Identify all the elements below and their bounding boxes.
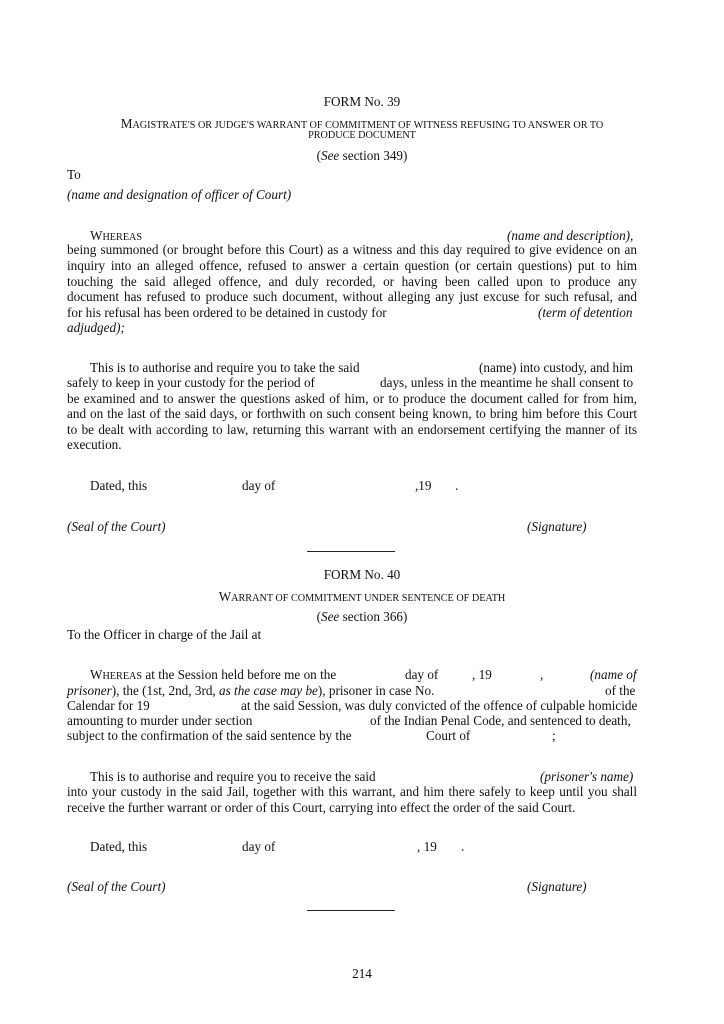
- case-no-text: ), prisoner in case No.: [317, 683, 435, 698]
- form39-seal: (Seal of the Court): [67, 519, 166, 534]
- form39-heading-initial: M: [120, 116, 133, 131]
- form40-p2-line1b: (prisoner's name): [540, 769, 634, 784]
- form40-to: To the Officer in charge of the Jail at: [67, 627, 262, 642]
- see-word: See: [320, 609, 340, 624]
- form39-name-desc: (name and description),: [507, 228, 634, 243]
- session-text: at the Session held before me on the: [142, 667, 337, 682]
- prisoner-rest: ), the (1st, 2nd, 3rd,: [111, 683, 220, 698]
- whereas-initial: W: [90, 228, 103, 243]
- form40-p2-line2: into your custody in the said Jail, together with this warrant, and him there safely to keep until you shall: [67, 784, 637, 799]
- as-case-text: as the case may be: [219, 683, 318, 698]
- section-text: section 366): [339, 609, 408, 624]
- paren: (: [316, 148, 321, 163]
- form39-p2-line4: and on the last of the said days, or forthwith on such consent being known, to bring him before this Court: [67, 406, 637, 421]
- form40-p1-line1b: day of: [405, 667, 439, 682]
- form40-p1-line5c: ;: [552, 728, 556, 743]
- whereas-rest: HEREAS: [102, 671, 143, 682]
- form40-p1-line3a: Calendar for 19: [67, 698, 150, 713]
- see-word: See: [320, 148, 340, 163]
- form40-section-ref: [0, 609, 724, 624]
- form40-day-of: day of: [242, 839, 276, 854]
- paren: (: [316, 609, 321, 624]
- form39-p2-line6: execution.: [67, 437, 122, 452]
- form40-p1-line3b: at the said Session, was duly convicted of the offence of culpable homicide: [241, 698, 638, 713]
- form40-year: , 19: [417, 839, 437, 854]
- form39-year: ,19: [415, 478, 432, 493]
- form39-section-ref: [0, 148, 724, 163]
- form39-p2-line1b: (name) into custody, and him: [479, 360, 634, 375]
- section-divider: [307, 910, 395, 911]
- form39-p2-line2a: safely to keep in your custody for the period of: [67, 375, 315, 390]
- section-divider: [307, 551, 395, 552]
- form40-dated: Dated, this: [90, 839, 148, 854]
- form39-to: To: [67, 167, 81, 182]
- whereas-initial: W: [90, 667, 103, 682]
- form39-heading-line1: AGISTRATE'S OR JUDGE'S WARRANT OF COMMITMENT OF WITNESS REFUSING TO ANSWER OR TO: [132, 120, 604, 131]
- form40-p1-line5b: Court of: [426, 728, 471, 743]
- form40-period: .: [461, 839, 465, 854]
- form39-dated: Dated, this: [90, 478, 148, 493]
- form39-p2-line3: be examined and to answer the questions asked of him, or to produce the document called for from him,: [67, 391, 637, 406]
- form40-heading-text: ARRANT OF COMMITMENT UNDER SENTENCE OF DEATH: [231, 593, 506, 604]
- form39-p1-line2: being summoned (or brought before this Court) as a witness and this day required to give evidence on an: [67, 242, 637, 257]
- form40-title: FORM No. 40: [323, 567, 401, 582]
- form39-to-desc: (name and designation of officer of Court): [67, 187, 292, 202]
- form40-p1-line1a: [90, 667, 336, 684]
- form40-p2-line3: receive the further warrant or order of this Court, carrying into effect the order of the said Court.: [67, 800, 576, 815]
- form40-p1-line1d: ,: [540, 667, 544, 682]
- form40-p1-line4b: of the Indian Penal Code, and sentenced to death,: [370, 713, 631, 728]
- form39-p1-line5: document has refused to produce such document, without alleging any just excuse for such refusal, and: [67, 289, 637, 304]
- whereas-rest: HEREAS: [102, 232, 143, 243]
- form39-p1-line6b: (term of detention: [538, 305, 633, 320]
- form40-p1-line4a: amounting to murder under section: [67, 713, 253, 728]
- page-number: 214: [352, 966, 372, 981]
- prisoner-text: prisoner: [67, 683, 112, 698]
- form40-seal: (Seal of the Court): [67, 879, 166, 894]
- form39-p2-line5: to be dealt with according to law, returning this warrant with an endorsement certifying the manner of its: [67, 422, 637, 437]
- form40-p1-line5a: subject to the confirmation of the said sentence by the: [67, 728, 352, 743]
- form40-p1-line2b: of the: [605, 683, 636, 698]
- form40-p1-line1e: (name of: [590, 667, 637, 682]
- section-text: section 349): [339, 148, 408, 163]
- form39-p2-line1a: This is to authorise and require you to take the said: [90, 360, 360, 375]
- form39-signature: (Signature): [527, 519, 587, 534]
- form40-p1-line2a: [67, 683, 434, 698]
- form39-p1-line6a: for his refusal has been ordered to be detained in custody for: [67, 305, 387, 320]
- form39-title: FORM No. 39: [323, 94, 401, 109]
- form39-p1-line7: adjudged);: [67, 320, 125, 335]
- form39-p1-line4: touching the said alleged offence, and duly recorded, or having been called upon to produce any: [67, 274, 637, 289]
- form40-signature: (Signature): [527, 879, 587, 894]
- form39-period: .: [455, 478, 459, 493]
- form39-day-of: day of: [242, 478, 276, 493]
- form39-heading-line2: PRODUCE DOCUMENT: [308, 130, 416, 141]
- form40-p1-line1c: , 19: [472, 667, 492, 682]
- form40-heading: [0, 589, 724, 606]
- form40-p2-line1a: This is to authorise and require you to receive the said: [90, 769, 376, 784]
- form39-p2-line2b: days, unless in the meantime he shall consent to: [380, 375, 634, 390]
- form40-heading-initial: W: [218, 589, 232, 604]
- form39-p1-line3: inquiry into an alleged offence, refused to answer a certain question (or certain questions) put to him: [67, 258, 637, 273]
